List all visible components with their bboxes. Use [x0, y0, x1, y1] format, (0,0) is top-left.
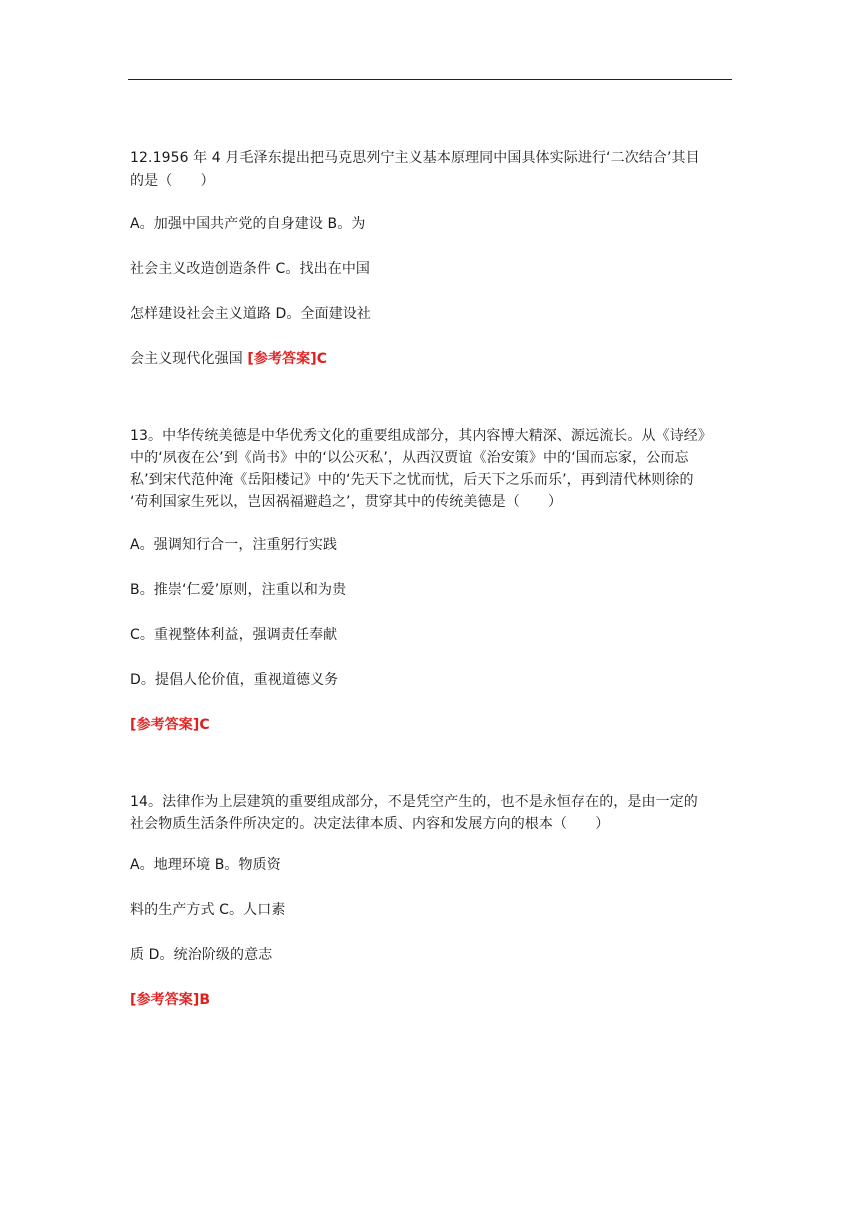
q14-option-line-3: 质 D。统治阶级的意志 — [130, 947, 273, 963]
q13-option-b: B。推崇‘仁爱’原则，注重以和为贵 — [130, 582, 347, 598]
header-rule — [128, 79, 732, 80]
q13-option-c: C。重视整体利益，强调责任奉献 — [130, 627, 338, 643]
q14-stem-line-2: 社会物质生活条件所决定的。决定法律本质、内容和发展方向的根本（ ） — [130, 816, 610, 832]
q13-stem-line-2: 中的‘夙夜在公’到《尚书》中的‘以公灭私’，从西汉贾谊《治安策》中的‘国而忘家，公而忘 — [130, 450, 689, 466]
q13-answer: [参考答案]C — [130, 717, 210, 733]
q12-answer: [参考答案]C — [247, 351, 328, 367]
q13-option-a: A。强调知行合一，注重躬行实践 — [130, 537, 338, 553]
q12-option-line-4: 会主义现代化强国 — [130, 351, 248, 367]
q12-option-line-1: A。加强中国共产党的自身建设 B。为 — [130, 216, 366, 232]
q12-option-line-3: 怎样建设社会主义道路 D。全面建设社 — [130, 306, 372, 322]
q13-stem-line-4: ‘苟利国家生死以，岂因祸福避趋之’，贯穿其中的传统美德是（ ） — [130, 494, 563, 510]
q14-option-line-2: 料的生产方式 C。人口素 — [130, 902, 286, 918]
q12-option-line-2: 社会主义改造创造条件 C。找出在中国 — [130, 261, 371, 277]
q12-stem-line-2: 的是（ ） — [130, 173, 215, 189]
q13-stem-line-1: 13。中华传统美德是中华优秀文化的重要组成部分，其内容博大精深、源远流长。从《诗经》 — [130, 428, 713, 444]
q14-answer: [参考答案]B — [130, 992, 211, 1008]
q13-stem-line-3: 私’到宋代范仲淹《岳阳楼记》中的‘先天下之忧而忧，后天下之乐而乐’，再到清代林则徐的 — [130, 472, 694, 488]
q14-stem-line-1: 14。法律作为上层建筑的重要组成部分，不是凭空产生的，也不是永恒存在的，是由一定的 — [130, 794, 698, 810]
q12-stem-line-1: 12.1956 年 4 月毛泽东提出把马克思列宁主义基本原理同中国具体实际进行‘二次结合’其目 — [130, 150, 700, 166]
q12-last-line — [130, 348, 327, 370]
q13-option-d: D。提倡人伦价值，重视道德义务 — [130, 672, 339, 688]
q14-option-line-1: A。地理环境 B。物质资 — [130, 857, 281, 873]
